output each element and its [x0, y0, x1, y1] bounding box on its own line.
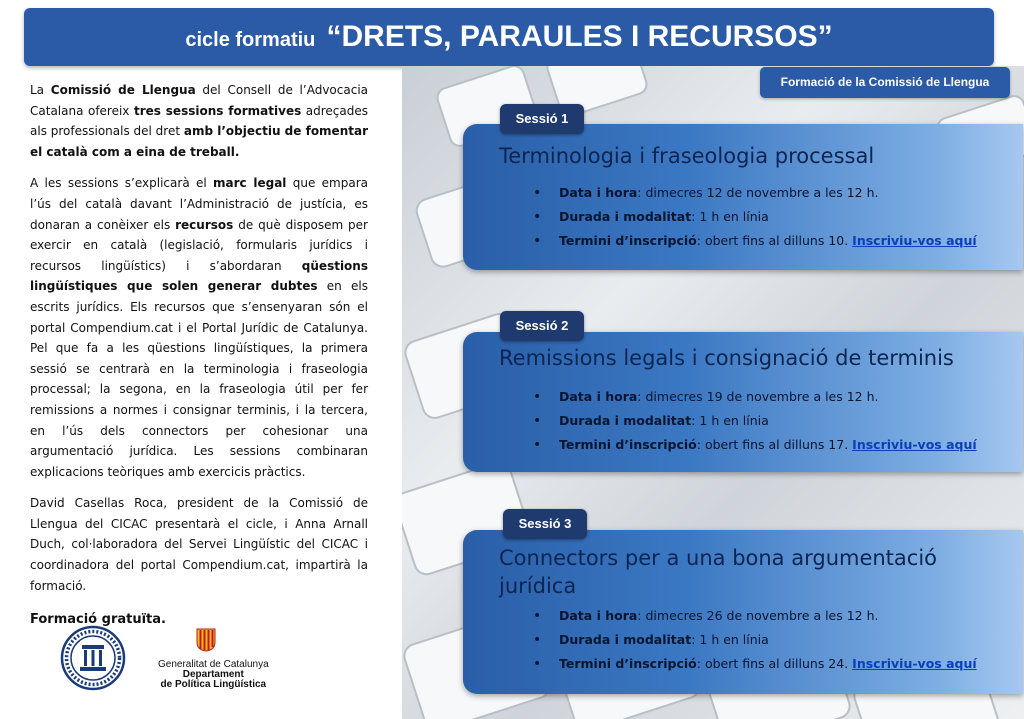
rich-text: que empara l’ús del català davant l’Administració de justícia, es donaran a conèixer els	[30, 176, 368, 232]
deadline-label: Termini d’inscripció	[559, 233, 697, 248]
deadline-label: Termini d’inscripció	[559, 656, 697, 671]
session-tab-2: Sessió 2	[500, 311, 584, 341]
session-deadline: : obert fins al dilluns 17.	[696, 437, 853, 452]
duration-label: Durada i modalitat	[559, 632, 692, 647]
intro-paragraph-3: David Casellas Roca, president de la Comissió de Llengua del CICAC presentarà el cicle, i Anna Arnall Duch, col·laboradora del Servei Lingüístic del CICAC i coordinadora del portal Compendium.cat, impartirà la formació.	[30, 496, 368, 593]
gencat-shield-icon	[196, 628, 216, 652]
rich-text: La	[30, 83, 51, 97]
rich-text-bold: recursos	[175, 217, 234, 232]
rich-text-bold: qüestions lingüístiques que solen generar dubtes	[30, 258, 368, 294]
session-deadline: : obert fins al dilluns 24.	[696, 656, 853, 671]
session-details	[499, 385, 977, 457]
session-tab-3: Sessió 3	[503, 509, 587, 539]
banner-title: “DRETS, PARAULES I RECURSOS”	[326, 20, 833, 53]
session-date: : dimecres 19 de novembre a les 12 h.	[637, 389, 879, 404]
duration-label: Durada i modalitat	[559, 413, 692, 428]
date-label: Data i hora	[559, 608, 638, 623]
duration-label: Durada i modalitat	[559, 209, 692, 224]
session-details	[499, 604, 977, 676]
date-label: Data i hora	[559, 185, 638, 200]
rich-text: del Consell de l’Advocacia Catalana ofereix	[30, 83, 369, 118]
session-duration: : 1 h en línia	[691, 632, 769, 647]
gencat-line-1: Generalitat de Catalunya	[158, 659, 269, 670]
rich-text: adreçades als professionals del dret	[30, 103, 368, 139]
session-duration-item	[499, 409, 977, 433]
rich-text-bold: amb l’objectiu de fomentar el català com a eina de treball.	[30, 124, 368, 159]
session-duration: : 1 h en línia	[691, 209, 769, 224]
session-title: Connectors per a una bona argumentació jurídica	[499, 546, 938, 598]
session-deadline-item	[499, 652, 977, 676]
rich-text-bold: marc legal	[213, 176, 287, 191]
register-link[interactable]: Inscriviu-vos aquí	[852, 656, 977, 671]
session-details	[499, 181, 977, 253]
gencat-line-2: Departament	[182, 669, 244, 680]
deadline-label: Termini d’inscripció	[559, 437, 697, 452]
intro-paragraph-2	[30, 173, 368, 482]
session-duration-item	[499, 205, 977, 229]
session-card-1	[463, 124, 1023, 270]
session-date-item	[499, 181, 977, 205]
gencat-line-3: de Política Lingüística	[160, 679, 267, 690]
session-date-item	[499, 604, 977, 628]
session-duration-item	[499, 628, 977, 652]
intro-paragraph-1	[30, 80, 368, 162]
page-banner	[24, 8, 994, 66]
intro-text	[30, 80, 368, 642]
date-label: Data i hora	[559, 389, 638, 404]
session-tab-1: Sessió 1	[500, 104, 584, 134]
rich-text-bold: Comissió de Llengua	[50, 83, 196, 97]
session-title: Remissions legals i consignació de terminis	[499, 346, 954, 370]
session-deadline: : obert fins al dilluns 10.	[696, 233, 853, 248]
register-link[interactable]: Inscriviu-vos aquí	[852, 233, 977, 248]
gencat-logo-text	[158, 660, 269, 690]
session-date: : dimecres 26 de novembre a les 12 h.	[637, 608, 879, 623]
session-card-3	[463, 530, 1023, 694]
session-title: Terminologia i fraseologia processal	[499, 144, 875, 168]
rich-text: en els escrits jurídics. Els recursos que s’ensenyaran són el portal Compendium.cat i el Portal Jurídic de Catalunya. Pel que fa a les qüestions lingüístiques, la primera sessió se centrarà en la terminologia i fraseologia processal; la segona, en la fraseologia útil per fer remissions a normes i consignar terminis, i la tercera, en l’ús dels connectors per cohesionar una argumentació jurídica. Les sessions combinaran explicacions teòriques amb exercicis pràctics.	[30, 279, 368, 479]
commission-tag: Formació de la Comissió de Llengua	[760, 67, 1010, 98]
session-date-item	[499, 385, 977, 409]
session-card-2	[463, 332, 1023, 472]
free-training-note: Formació gratuïta.	[30, 612, 166, 628]
banner-prefix: cicle formatiu	[185, 29, 316, 51]
rich-text: A les sessions s’explicarà el	[30, 176, 214, 191]
session-deadline-item	[499, 229, 977, 253]
session-date: : dimecres 12 de novembre a les 12 h.	[637, 185, 879, 200]
session-duration: : 1 h en línia	[691, 413, 769, 428]
rich-text: de què disposem per exercir en català (legislació, formularis jurídics i recursos lingüístics) i s’abordaran	[30, 217, 368, 273]
register-link[interactable]: Inscriviu-vos aquí	[852, 437, 977, 452]
rich-text-bold: tres sessions formatives	[133, 103, 302, 118]
session-deadline-item	[499, 433, 977, 457]
cicac-logo	[60, 625, 126, 691]
